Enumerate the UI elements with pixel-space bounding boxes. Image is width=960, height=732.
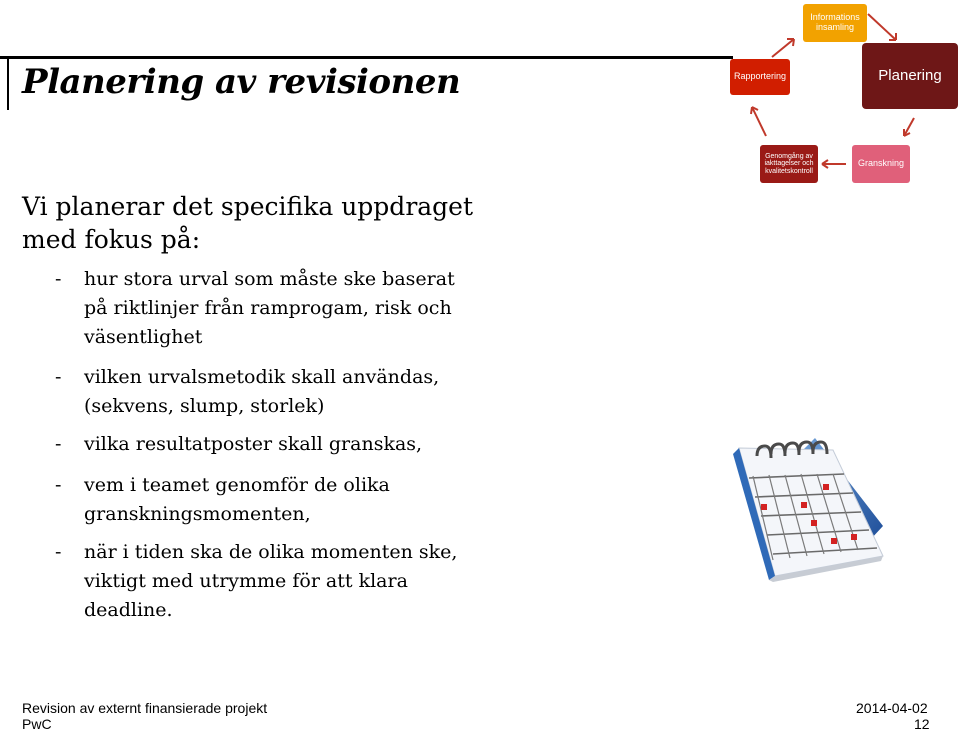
bullet-text: vem i teamet genomför de olika granskningsmomenten, [84, 474, 390, 525]
body-heading: Vi planerar det specifika uppdraget med fokus på: [22, 192, 474, 254]
arrow-rapportering-to-information [772, 39, 794, 57]
cycle-step-information: Informations insamling [803, 4, 867, 42]
arrow-genomgang-to-rapportering [752, 107, 766, 136]
calendar-icon [705, 430, 890, 600]
bullet-dash: - [55, 474, 62, 496]
bullet-text: hur stora urval som måste ske baserat på riktlinjer från ramprogam, risk och väsentlighet [84, 268, 455, 348]
bullet-item [55, 538, 475, 625]
bullet-dash: - [55, 541, 62, 563]
bullet-item [55, 430, 475, 459]
bullet-dash: - [55, 433, 62, 455]
cycle-step-genomgang: Genomgång av iakttagelser och kvalitetskontroll [760, 145, 818, 183]
footer-page-number: 12 [914, 716, 930, 732]
cycle-step-planering: Planering [862, 43, 958, 109]
footer-project: Revision av externt finansierade projekt [22, 700, 268, 716]
footer-company: PwC [22, 716, 52, 732]
bullet-text: vilken urvalsmetodik skall användas, (sekvens, slump, storlek) [84, 366, 440, 417]
bullet-text: när i tiden ska de olika momenten ske, viktigt med utrymme för att klara deadline. [84, 541, 458, 621]
arrow-information-to-planering [868, 14, 896, 40]
bullet-text: vilka resultatposter skall granskas, [84, 433, 423, 455]
cycle-step-rapportering: Rapportering [730, 59, 790, 95]
footer-date: 2014-04-02 [856, 700, 928, 716]
cycle-step-granskning: Granskning [852, 145, 910, 183]
slide-title: Planering av revisionen [22, 62, 461, 102]
bullet-item [55, 471, 475, 529]
bullet-item [55, 363, 475, 421]
bullet-dash: - [55, 366, 62, 388]
bullet-dash: - [55, 268, 62, 290]
bullet-item [55, 265, 475, 352]
